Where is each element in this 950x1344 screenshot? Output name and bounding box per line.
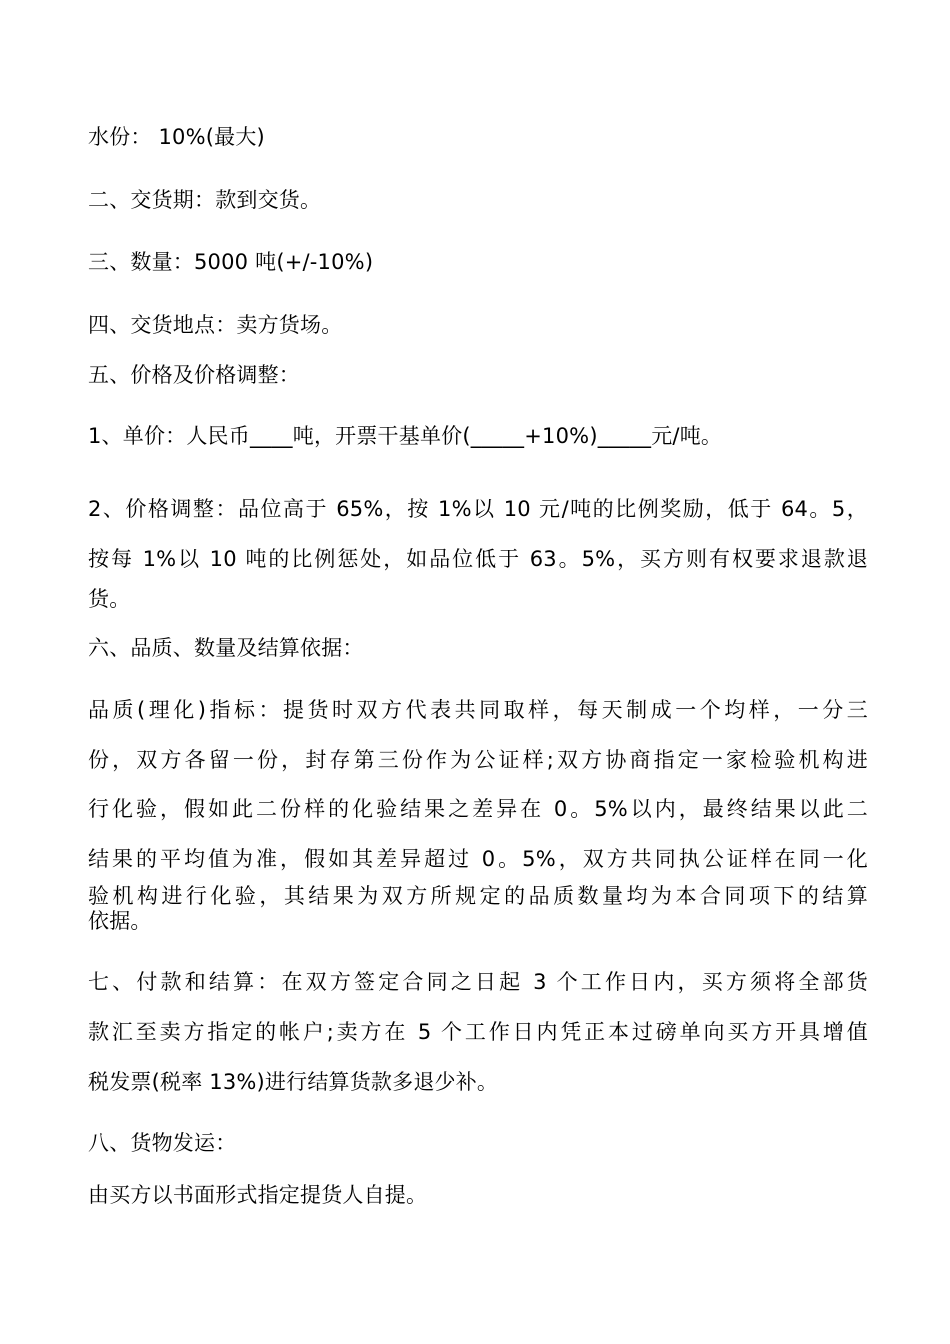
quality-paragraph-line-3: 行化验，假如此二份样的化验结果之差异在 0。5%以内，最终结果以此二 [88,797,868,821]
payment-paragraph-line-1: 七、付款和结算：在双方签定合同之日起 3 个工作日内，买方须将全部货 [88,970,868,994]
quality-paragraph-line-5: 验机构进行化验，其结果为双方所规定的品质数量均为本合同项下的结算 [88,884,868,908]
shipping-section-heading: 八、货物发运： [88,1131,237,1155]
delivery-location-line: 四、交货地点：卖方货场。 [88,313,343,337]
quality-paragraph-line-6: 依据。 [88,909,152,933]
quality-section-heading: 六、品质、数量及结算依据： [88,636,364,660]
price-section-heading: 五、价格及价格调整： [88,363,300,387]
price-adjustment-line-1: 2、价格调整：品位高于 65%，按 1%以 10 元/吨的比例奖励，低于 64。5， [88,497,868,521]
price-adjustment-line-2: 按每 1%以 10 吨的比例惩处，如品位低于 63。5%，买方则有权要求退款退 [88,547,868,571]
quality-paragraph-line-2: 份，双方各留一份，封存第三份作为公证样;双方协商指定一家检验机构进 [88,748,868,772]
shipping-paragraph-line: 由买方以书面形式指定提货人自提。 [88,1183,428,1207]
quality-paragraph-line-4: 结果的平均值为准，假如其差异超过 0。5%，双方共同执公证样在同一化 [88,847,868,871]
quality-paragraph-line-1: 品质(理化)指标：提货时双方代表共同取样，每天制成一个均样，一分三 [88,698,868,722]
quantity-line: 三、数量：5000 吨(+/-10%) [88,250,374,274]
delivery-period-line: 二、交货期：款到交货。 [88,188,322,212]
payment-paragraph-line-3: 税发票(税率 13%)进行结算货款多退少补。 [88,1070,499,1094]
price-adjustment-line-3: 货。 [88,587,131,611]
payment-paragraph-line-2: 款汇至卖方指定的帐户;卖方在 5 个工作日内凭正本过磅单向买方开具增值 [88,1020,868,1044]
water-content-line: 水份： 10%(最大) [88,125,265,149]
unit-price-line: 1、单价：人民币____吨，开票干基单价(_____+10%)_____元/吨。 [88,424,723,448]
